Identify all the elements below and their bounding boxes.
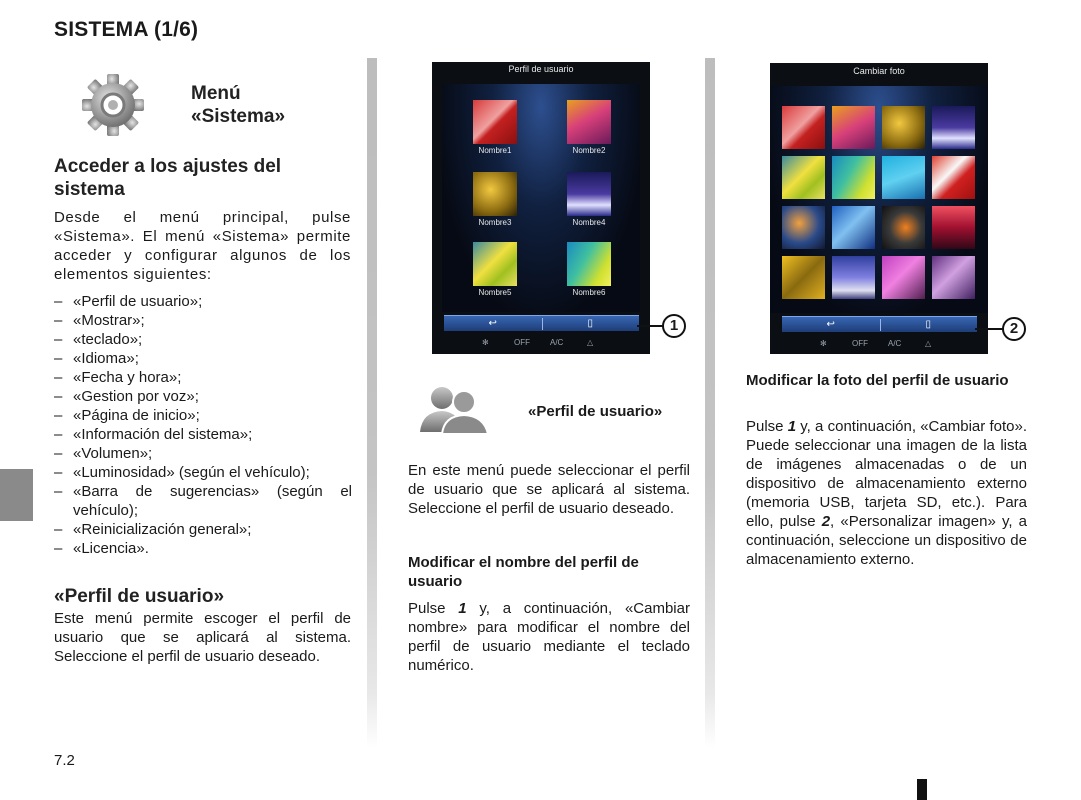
list-item: – «Fecha y hora»; (54, 369, 182, 386)
photo-thumbnail[interactable] (882, 206, 925, 249)
edit-button[interactable]: ▯ (925, 319, 931, 330)
photo-thumbnail[interactable] (882, 106, 925, 149)
callout-ref: 1 (458, 600, 467, 617)
recirculation-icon: △ (587, 338, 594, 347)
photo-grid (770, 86, 988, 313)
list-item: – «Reinicialización general»; (54, 521, 252, 538)
photo-thumbnail[interactable] (932, 106, 975, 149)
profile-section-heading: «Perfil de usuario» (54, 586, 225, 607)
callout-2: 2 (1002, 317, 1026, 341)
list-item: – «Licencia». (54, 540, 149, 557)
list-item: – «teclado»; (54, 331, 143, 348)
chapter-tab (0, 469, 33, 521)
gear-icon (80, 72, 146, 138)
profile-thumbnail (567, 172, 611, 216)
callout-line (975, 328, 1003, 330)
screen-action-bar (782, 316, 977, 332)
profile-name: Nombre6 (572, 288, 606, 297)
climate-off-label: OFF (852, 339, 868, 348)
profile-thumbnail (473, 172, 517, 216)
photo-thumbnail[interactable] (832, 156, 875, 199)
list-item: – «Barra de sugerencias» (según el vehículo); (54, 483, 352, 519)
recirculation-icon: △ (925, 339, 932, 348)
photo-thumbnail[interactable] (782, 156, 825, 199)
column-divider (367, 58, 377, 748)
photo-thumbnail[interactable] (882, 156, 925, 199)
edit-button[interactable]: ▯ (587, 318, 593, 329)
back-button[interactable]: ↩ (826, 319, 835, 330)
profile-tile-5[interactable] (465, 242, 525, 297)
climate-bar (432, 335, 650, 353)
photo-thumbnail[interactable] (782, 206, 825, 249)
screen-title: Cambiar foto (853, 66, 905, 76)
callout-1: 1 (662, 314, 686, 338)
climate-off-label: OFF (514, 338, 530, 347)
callout-ref: 1 (787, 418, 797, 435)
photo-thumbnail[interactable] (932, 206, 975, 249)
profile-tile-6[interactable] (559, 242, 619, 297)
screen-title: Perfil de usuario (508, 64, 574, 74)
photo-thumbnail[interactable] (782, 256, 825, 299)
profile-tile-2[interactable] (559, 100, 619, 155)
list-item: – «Página de inicio»; (54, 407, 200, 424)
corner-mark (917, 779, 927, 800)
access-heading: Acceder a los ajustes del sistema (54, 156, 282, 200)
system-menu-list (54, 292, 352, 558)
profile-name: Nombre3 (478, 218, 512, 227)
access-text: Desde el menú principal, pulse «Sistema». El menú «Sistema» permite acceder y configurar algunos de los elementos siguientes: (54, 209, 351, 283)
list-item: – «Volumen»; (54, 445, 153, 462)
back-button[interactable]: ↩ (488, 318, 497, 329)
photo-text: Pulse 1 y, a continuación, «Cambiar foto». Puede seleccionar una imagen de la lista de imágenes almacenadas o de un dispositivo de almacenamiento externo (memoria USB, tarjeta SD, etc.). Para ello, pulse 2, «Personalizar imagen» y, a continuación, seleccione un dispositivo de almacenamiento externo. (746, 418, 1027, 568)
photo-thumbnail[interactable] (832, 206, 875, 249)
climate-bar (770, 336, 988, 354)
ac-label: A/C (888, 339, 902, 348)
rename-heading: Modificar el nombre del perfil de usuario (408, 554, 639, 590)
column-divider (705, 58, 715, 748)
users-icon (418, 384, 492, 434)
profile-intro-text: En este menú puede seleccionar el perfil de usuario que se aplicará al sistema. Seleccione el perfil de usuario deseado. (408, 462, 690, 517)
profile-thumbnail (567, 242, 611, 286)
photo-heading: Modificar la foto del perfil de usuario (746, 372, 1009, 389)
fan-icon: ✻ (482, 338, 489, 347)
callout-ref: 2 (821, 513, 831, 530)
profile-grid (442, 84, 640, 312)
profile-name: Nombre2 (572, 146, 606, 155)
profile-tile-3[interactable] (465, 172, 525, 227)
profile-name: Nombre4 (572, 218, 606, 227)
photo-thumbnail[interactable] (932, 156, 975, 199)
fan-icon: ✻ (820, 339, 827, 348)
rename-text: Pulse 1 y, a continuación, «Cambiar nombre» para modificar el nombre del perfil de usuario mediante el teclado numérico. (408, 600, 690, 674)
profile-name: Nombre5 (478, 288, 512, 297)
menu-heading (191, 82, 285, 128)
menu-heading-text: Menú «Sistema» (191, 83, 286, 127)
profile-name: Nombre1 (478, 146, 512, 155)
list-item: – «Información del sistema»; (54, 426, 253, 443)
profile-thumbnail (567, 100, 611, 144)
screen-action-bar (444, 315, 639, 331)
list-item: – «Idioma»; (54, 350, 139, 367)
profile-thumbnail (473, 242, 517, 286)
change-photo-screen (770, 63, 988, 354)
photo-thumbnail[interactable] (882, 256, 925, 299)
list-item: – «Gestion por voz»; (54, 388, 199, 405)
profile-tile-1[interactable] (465, 100, 525, 155)
user-profile-screen (432, 62, 650, 354)
list-item: – «Perfil de usuario»; (54, 293, 203, 310)
page-title: SISTEMA (1/6) (54, 18, 199, 41)
profile-thumbnail (473, 100, 517, 144)
list-item: – «Mostrar»; (54, 312, 145, 329)
profile-label: «Perfil de usuario» (528, 403, 663, 420)
photo-thumbnail[interactable] (782, 106, 825, 149)
page-number: 7.2 (54, 752, 75, 769)
photo-thumbnail[interactable] (832, 106, 875, 149)
callout-line (637, 325, 663, 327)
photo-thumbnail[interactable] (932, 256, 975, 299)
profile-section-text: Este menú permite escoger el perfil de usuario que se aplicará al sistema. Seleccione el perfil de usuario deseado. (54, 610, 351, 665)
photo-thumbnail[interactable] (832, 256, 875, 299)
ac-label: A/C (550, 338, 564, 347)
profile-tile-4[interactable] (559, 172, 619, 227)
list-item: – «Luminosidad» (según el vehículo); (54, 464, 310, 481)
